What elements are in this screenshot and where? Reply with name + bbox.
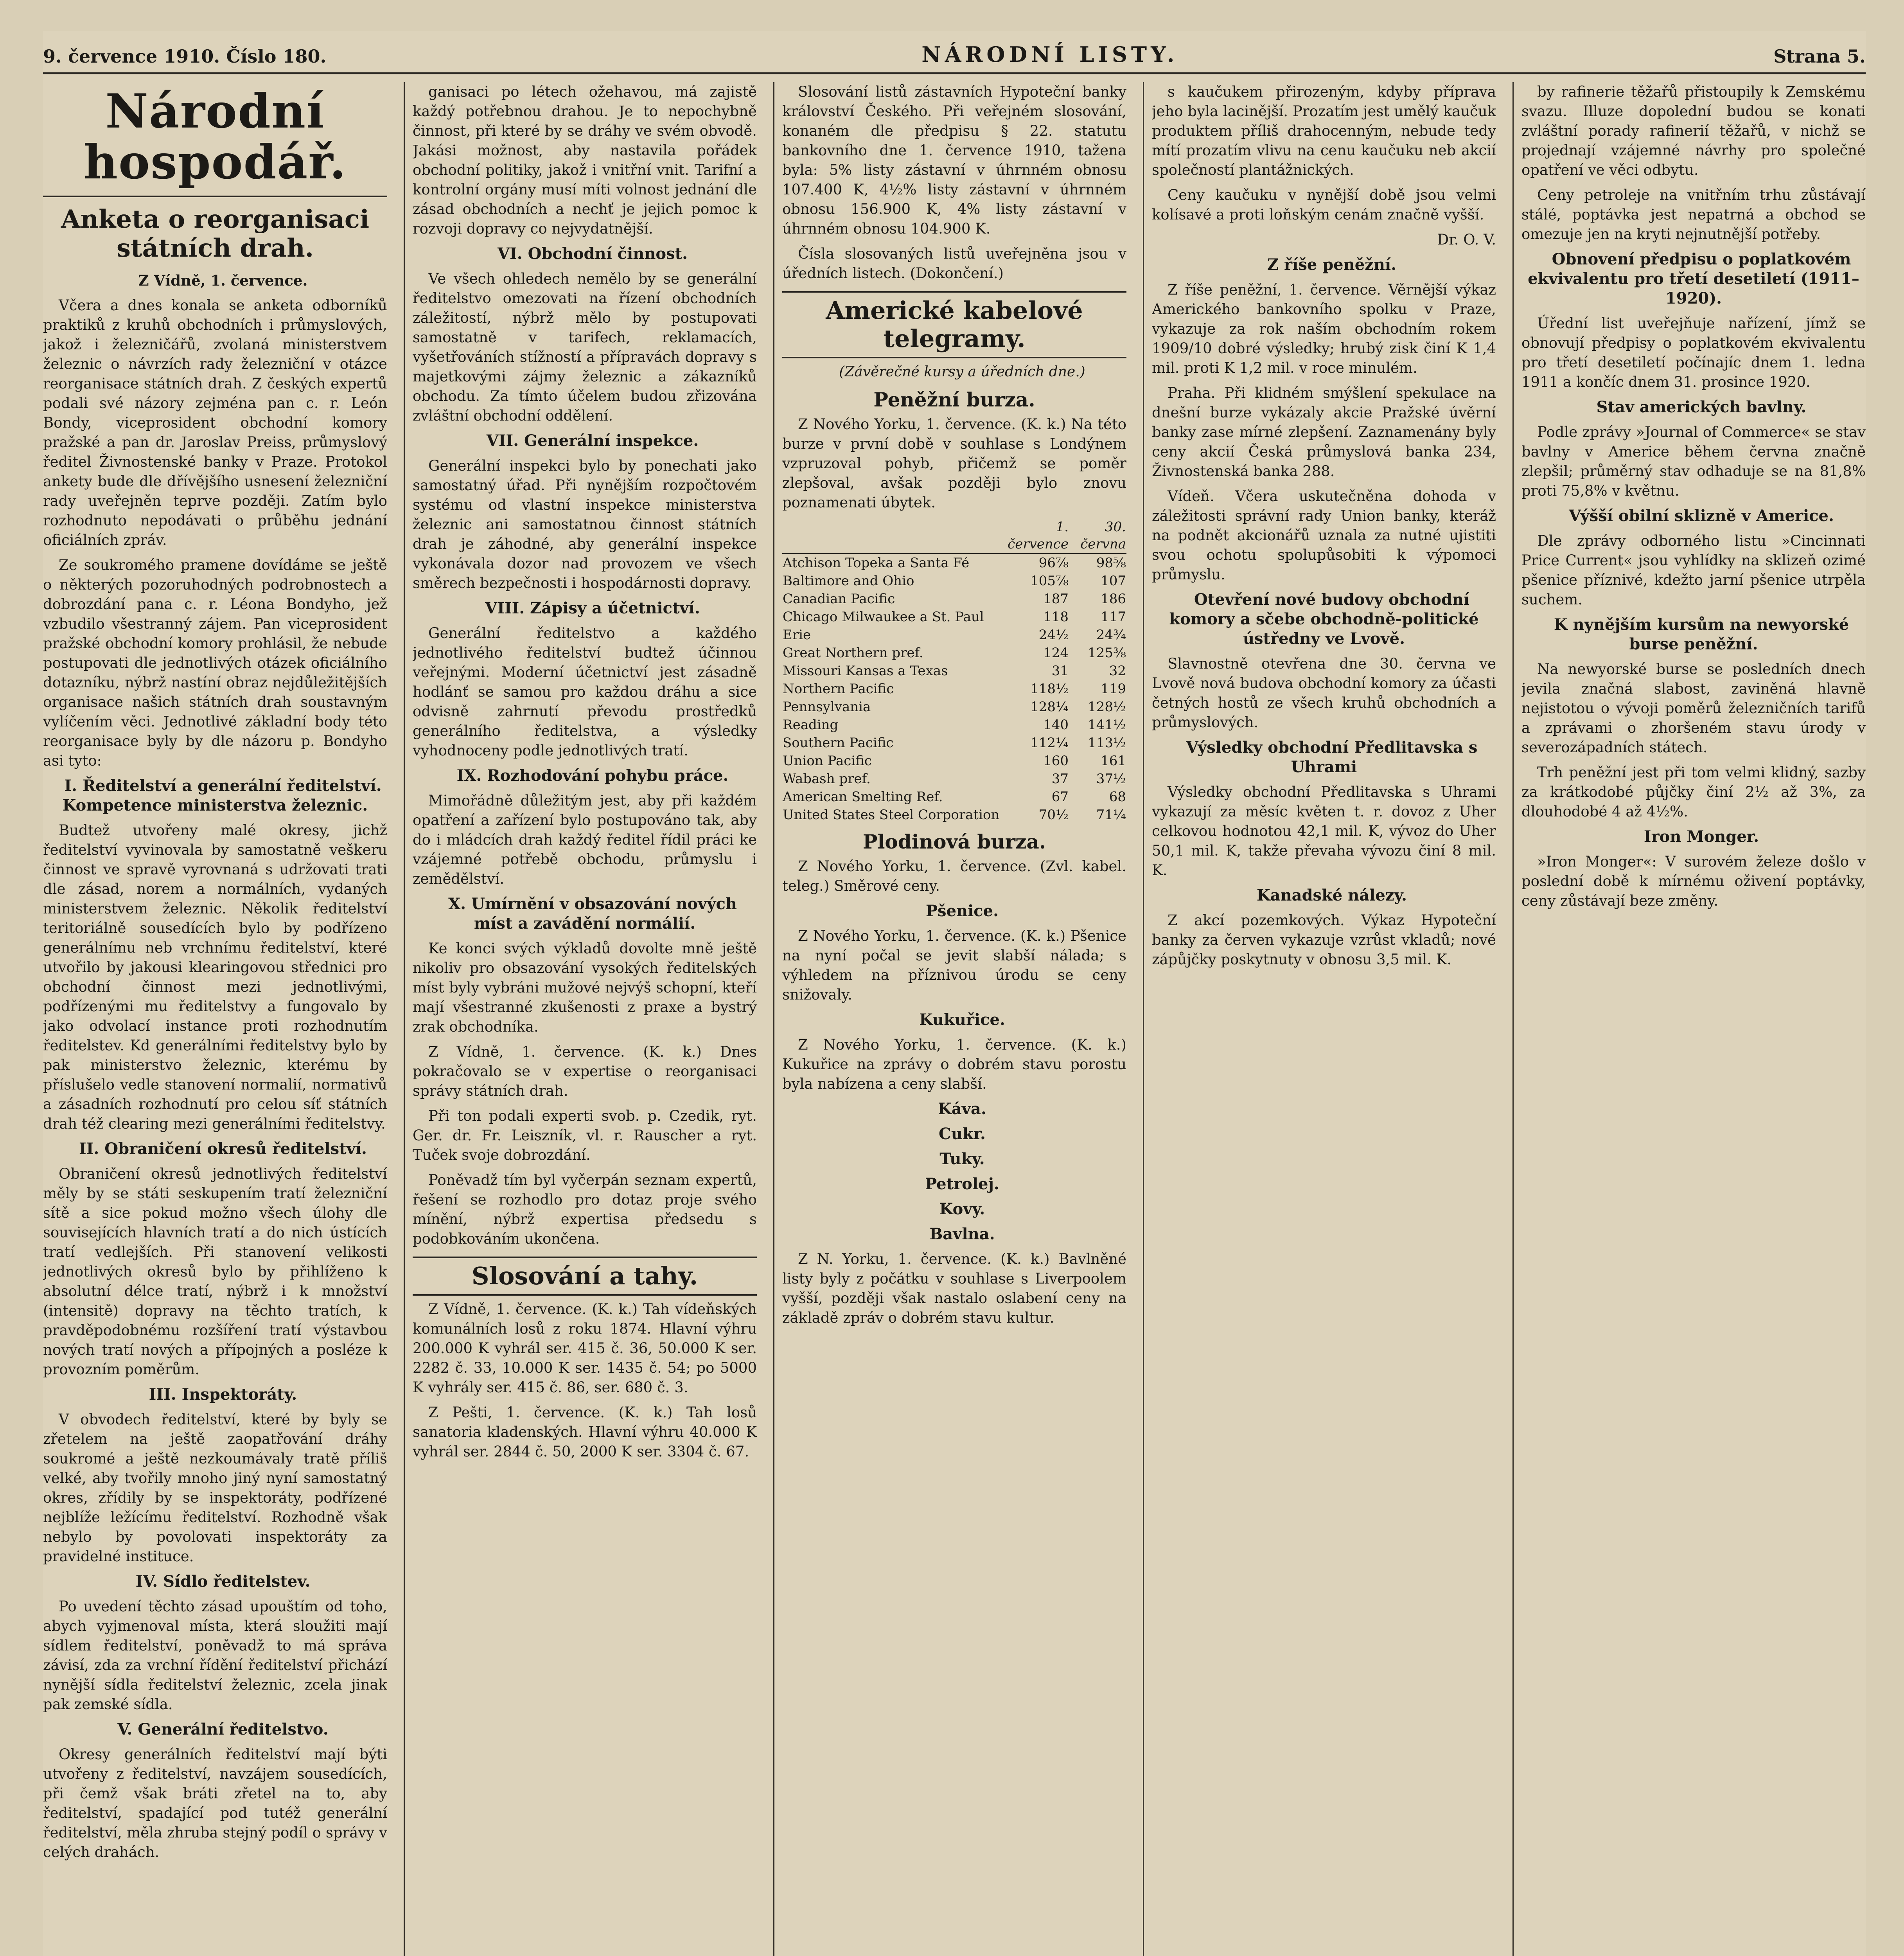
paragraph: Mimořádně důležitým jest, aby při každém opatření a zařízení bylo postupováno tak, aby do i mládcích drah každý ředitel řídil práci ke vzájemné potřebě obchodu, průmyslu i zemědělství. (413, 792, 757, 887)
table-cell: Union Pacific (783, 753, 872, 769)
subheading: IV. Sídlo ředitelstev. (135, 1572, 311, 1591)
table-cell: United States Steel Corporation (783, 807, 1000, 823)
subheading: Cukr. (939, 1125, 986, 1143)
table-cell: 24¾ (1096, 627, 1126, 643)
subheading: Iron Monger. (1644, 827, 1759, 846)
subheading: Peněžní burza. (873, 388, 1035, 411)
table-cell: 32 (1109, 663, 1126, 679)
paragraph: Z Nového Yorku, 1. července. (Zvl. kabel. teleg.) Směrové ceny. (782, 858, 1126, 894)
paragraph: Z Pešti, 1. července. (K. k.) Tah losů sanatoria kladenských. Hlavní výhru 40.000 K vyhrál ser. 2844 č. 50, 2000 K ser. 3304 č. 67. (413, 1404, 757, 1460)
paragraph: Ze soukromého pramene dovídáme se ještě o některých pozoruhodných podrobnostech a dobrozdání pana c. r. Léona Bondyho, jež vzbudilo všestranný zájem. Pan viceprosident pražské obchodní komory prohlásil, že nebude postupovati dle jednotlivých otázek oficiálního dotazníku, nýbrž nastíní obraz nejdůležitějších organisace našich státních drah soustavným vylíčením věci. Jednotlivé základní body této reorganisace byly by dle názoru p. Bondyho asi tyto: (43, 557, 387, 769)
newspaper-page (43, 31, 1866, 1956)
subheading: VI. Obchodní činnost. (497, 244, 688, 263)
table-header-row (782, 518, 1126, 554)
subheading: Kukuřice. (919, 1010, 1005, 1029)
section-title: Národní hospodář. (43, 86, 387, 197)
paragraph: Na newyorské burse se posledních dnech jevila značná slabost, zaviněná hlavně nejistotou o vývoji poměrů železničních tarifů a zprávami o zhoršeném stavu úrody v severozápadních státech. (1521, 661, 1866, 756)
subheading: Bavlna. (929, 1225, 995, 1243)
table-cell: 37 (1051, 771, 1069, 787)
subheading: K nynějším kursům na newyorské burse peněžní. (1554, 615, 1849, 653)
table-row (782, 806, 1126, 824)
paragraph: s kaučukem přirozeným, kdyby příprava jeho byla lacinější. Prozatím jest umělý kaučuk produktem příliš drahocenným, nebude tedy mítí prozatím vlivu na cenu kaučuku neb akcií společností plantážnických. (1152, 83, 1496, 178)
table-cell: 160 (1043, 753, 1069, 769)
paragraph: Čísla slosovaných listů uveřejněna jsou v úředních listech. (Dokončení.) (782, 245, 1126, 282)
paragraph: Ceny petroleje na vnitřním trhu zůstávají stálé, poptávka jest nepatrná a obchod se omezuje jen na kryti nejnutnější potřeby. (1521, 187, 1866, 243)
paragraph: Okresy generálních ředitelství mají býti utvořeny z ředitelství, navzájem sousedících, při čemž však bráti zřetel na to, aby ředitelství, spadající pod tutéž generální ředitelství, měla zhruba stejný podíl o správy v celých drahách. (43, 1746, 387, 1861)
column-divider (1143, 82, 1144, 1956)
table-cell: 107 (1101, 573, 1126, 589)
paragraph: Z akcí pozemkových. Výkaz Hypoteční banky za červen vykazuje vzrůst vkladů; nové zápůjčky poskytnuty v obnosu 3,5 mil. K. (1152, 912, 1496, 968)
section-heading-telegrams: Americké kabelové telegramy. (782, 291, 1126, 358)
paragraph: Z říše peněžní, 1. července. Věrnější výkaz Amerického bankovního spolku v Praze, vykazuje za rok naším obchodním rokem 1909/10 dobré výsledky; hrubý zisk činí K 1,4 mil. proti K 1,2 mil. v roce minulém. (1152, 281, 1496, 376)
paragraph: Praha. Při klidném smýšlení spekulace na dnešní burze vykázaly akcie Pražské úvěrní banky zase mírné zlepšení. Zaznamenány byly ceny akcií Česká průmyslová banka 234, Živnostenská banka 288. (1152, 385, 1496, 480)
subheading: Z říše peněžní. (1267, 255, 1397, 274)
table-cell: 98⅝ (1096, 555, 1126, 571)
paragraph: Podle zprávy »Journal of Commerce« se stav bavlny v Americe během června značně zlepšil; průměrný stav odhaduje se na 81,8% proti 75,8% v květnu. (1521, 424, 1866, 499)
paragraph: Dle zprávy odborného listu »Cincinnati Price Current« jsou vyhlídky na sklizeň ozimé pšenice příznivé, kdežto jarní pšenice utrpěla suchem. (1521, 532, 1866, 608)
paragraph: Včera a dnes konala se anketa odborníků praktiků z kruhů obchodních i průmyslových, jakož i železničářů, zvolaná ministerstvem železnic o návrzích rady železniční v otázce reorganisace státních drah. Z českých expertů podali své názory zejména pan c. r. León Bondy, viceprosident obchodní komory pražské a pan dr. Jaroslav Preiss, průmyslový ředitel Živnostenské banky v Praze. Protokol ankety bude dle dřívějšího usnesení železniční rady uveřejněn teprve později. Zatím bylo rozhodnuto nepodávati o průběhu jednání oficiálních zpráv. (43, 297, 387, 548)
column-divider (404, 82, 405, 1956)
paragraph: Z Nového Yorku, 1. července. (K. k.) Na této burze v první době v souhlase s Londýnem vzpruzoval pohyb, přičemž se poměr zlepšoval, avšak později bylo znovu poznamenati úbytek. (782, 416, 1126, 511)
table-row (782, 590, 1126, 608)
table-cell: 105⅞ (1030, 573, 1069, 589)
subheading: I. Ředitelství a generální ředitelství. Kompetence ministerstva železnic. (62, 777, 382, 814)
paragraph: Při ton podali experti svob. p. Czedik, ryt. Ger. dr. Fr. Leiszník, vl. r. Rauscher a ryt. Tuček svoje dobrozdání. (413, 1107, 757, 1163)
table-cell: 31 (1051, 663, 1069, 679)
dateline: Z Vídně, 1. července. (138, 272, 308, 289)
paragraph: Budtež utvořeny malé okresy, jichž ředitelství vyvinovala by samostatně veškeru činnost ve spravě vyrovnaná s udržovati trati dle zásad, norem a normálních, vydaných ministerstvem železnic. Několik ředitelství teritoriálně sousedících bylo by podřízeno generálnímu neb vrchnímu ředitelství, které utvořilo by jakousi klearingovou střednici pro obchodní činnost mezi jednotlivými, podřízenými mu ředitelstvy a fungovalo by jako odvolací instance proti rozhodnutím ředitelstev. Kd generálními ředitelstvy bylo by pak ministerstvo železnic, kterému by příslušelo vedle stanovení normalií, normativů a zásadních rozhodnutí pro celou síť státních drah též clearing mezi generálními ředitelstvy. (43, 822, 387, 1132)
table-cell: 186 (1101, 591, 1126, 607)
table-cell: 113½ (1088, 735, 1126, 751)
table-cell: 37½ (1096, 771, 1126, 787)
subheading: Pšenice. (925, 902, 999, 920)
paragraph: Slavnostně otevřena dne 30. června ve Lvově nová budova obchodní komory za účasti četných hostů ze všech kruhů obchodních a průmyslových. (1152, 655, 1496, 731)
masthead (43, 31, 1866, 74)
table-cell: 24½ (1038, 627, 1069, 643)
subheading: Výsledky obchodní Předlitavska s Uhrami (1186, 738, 1478, 776)
subheading: X. Umírnění v obsazování nových míst a zavádění normálií. (448, 895, 737, 933)
table-row (782, 554, 1126, 572)
page-number: Strana 5. (1773, 46, 1866, 67)
table-row (782, 770, 1126, 788)
table-cell: 118 (1043, 609, 1069, 625)
subheading: Petrolej. (925, 1175, 999, 1193)
column-2 (413, 82, 757, 1956)
table-cell: 67 (1051, 789, 1069, 805)
table-cell: Chicago Milwaukee a St. Paul (783, 609, 984, 625)
subheading: V. Generální ředitelstvo. (117, 1720, 329, 1738)
paragraph: Trh peněžní jest při tom velmi klidný, sazby za krátkodobé půjčky činí 2½ až 3%, za dlouhodobé 4 až 4½%. (1521, 764, 1866, 820)
table-cell: 141½ (1088, 717, 1126, 733)
paragraph: Z Nového Yorku, 1. července. (K. k.) Pšenice na nyní počal se jevit slabší nálada; s výhledem na příznivou úrodu se ceny snižovaly. (782, 928, 1126, 1003)
table-cell: Southern Pacific (783, 735, 894, 751)
table-cell: Missouri Kansas a Texas (783, 663, 948, 679)
table-cell: 128½ (1088, 699, 1126, 715)
table-header-cell: 30. června (1069, 518, 1126, 554)
table-cell: 118½ (1030, 681, 1069, 697)
column-3 (782, 82, 1126, 1956)
column-1 (43, 82, 387, 1956)
paragraph: Z Vídně, 1. července. (K. k.) Dnes pokračovalo se v expertise o reorganisaci správy státních drah. (413, 1043, 757, 1099)
table-header-cell (782, 518, 1000, 554)
subheading: Stav amerických bavlny. (1596, 398, 1807, 416)
table-cell: Baltimore and Ohio (783, 573, 914, 589)
table-cell: 128¼ (1030, 699, 1069, 715)
table-row (782, 788, 1126, 806)
paragraph: V obvodech ředitelství, které by byly se zřetelem na ještě zaopatřování dráhy soukromé a ještě nezkoumávaly tratě příliš velké, aby tvořily mnoho jiný nyní samostatný okres, zřídily by se inspektoráty, podřízené nejblíže ležícímu ředitelství. Rozhodně však nebylo by povolovati inspektoráty za pravidelné instituce. (43, 1411, 387, 1565)
table-cell: 125⅜ (1088, 645, 1126, 661)
table-row (782, 662, 1126, 680)
stock-quotes-table (782, 518, 1126, 824)
subheading: II. Obraničení okresů ředitelství. (79, 1140, 367, 1158)
paragraph: »Iron Monger«: V surovém železe došlo v poslední době k mírnému oživení poptávky, ceny zůstávají beze změny. (1521, 853, 1866, 909)
subheading: IX. Rozhodování pohybu práce. (456, 766, 729, 785)
section-heading-lottery: Slosování a tahy. (413, 1257, 757, 1296)
subheading: Výšší obilní sklizně v Americe. (1569, 507, 1834, 525)
table-row (782, 680, 1126, 698)
subheading: VIII. Zápisy a účetnictví. (485, 599, 700, 617)
table-row (782, 644, 1126, 662)
column-divider (773, 82, 774, 1956)
paragraph: Poněvadž tím byl vyčerpán seznam expertů, řešení se rozhodlo pro dotaz proje svého mínění, nýbrž expertisa předsedu s podobkováním ukončena. (413, 1172, 757, 1247)
table-cell: 124 (1043, 645, 1069, 661)
table-cell: Erie (783, 627, 811, 643)
paragraph: Vídeň. Včera uskutečněna dohoda v záležitosti správní rady Union banky, kteráž na podnět akcionářů uznala za nutné ujistiti svou ochotu spolupůsobiti k výpomoci průmyslu. (1152, 488, 1496, 583)
paragraph: Slosování listů zástavních Hypoteční banky království Českého. Při veřejném slosování, konaném dle předpisu § 22. statutu bankovního dne 1. července 1910, tažena byla: 5% listy zástavní v úhrnném obnosu 107.400 K, 4½% listy zástavní v úhrnném obnosu 156.900 K, 4% listy zástavní v úhrnném obnosu 104.900 K. (782, 83, 1126, 237)
table-cell: American Smelting Ref. (783, 789, 943, 805)
paragraph: Ke konci svých výkladů dovolte mně ještě nikoliv pro obsazování vysokých ředitelských míst byly vybráni mužové nejvýš schopní, kteří mají všestranné zkušenosti z praxe a bystrý zrak obchodníka. (413, 940, 757, 1035)
table-row (782, 698, 1126, 716)
subheading: Tuky. (939, 1150, 985, 1168)
table-cell: Pennsylvania (783, 699, 871, 715)
paragraph: Generální ředitelstvo a každého jednotlivého ředitelství budtež účinnou veřejnými. Moderní účetnictví jest zásadně hodlánť se samou pro každou dráhu a sice odvisně zahrnutí převodu prostředků generálního ředitelstva, a výsledky vyhodnoceny podle jednotlivých tratí. (413, 625, 757, 759)
table-row (782, 626, 1126, 644)
column-divider (1512, 82, 1514, 1956)
table-row (782, 734, 1126, 752)
subheading: VII. Generální inspekce. (486, 431, 699, 450)
table-row (782, 752, 1126, 770)
table-cell: Wabash pref. (783, 771, 871, 787)
paragraph: Úřední list uveřejňuje nařízení, jímž se obnovují předpisy o poplatkovém ekvivalentu pro třetí desetiletí počínajíc dnem 1. ledna 1911 a končíc dnem 31. prosince 1920. (1521, 315, 1866, 390)
table-row (782, 608, 1126, 626)
table-cell: Northern Pacific (783, 681, 894, 697)
table-cell: Reading (783, 717, 839, 733)
subheading: Kovy. (939, 1200, 985, 1218)
table-cell: 161 (1101, 753, 1126, 769)
paragraph: ganisaci po létech ožehavou, má zajistě každý potřebnou drahou. Je to nepochybně činnost, při které by se dráhy ve svém obvodě. Jakási možnost, aby nastavila pořádek obchodní politiky, jakož i vnitřní vnit. Tarifní a kontrolní orgány musí míti volnost jednání dle zásad obchodních a nechť je jejich pomoc k rozvoji dopravy co nejvydatnější. (413, 83, 757, 237)
table-cell: Atchison Topeka a Santa Fé (783, 555, 970, 571)
subheading: Plodinová burza. (862, 830, 1046, 853)
table-cell: 187 (1043, 591, 1069, 607)
paragraph: Po uvedení těchto zásad upouštím od toho, abych vyjmenoval místa, která sloužiti mají sídlem ředitelství, poněvadž to má správa závisí, zda za vrchní řídění ředitelství přichází nynější sídla ředitelství železnic, zcela jinak pak zemské sídla. (43, 1598, 387, 1713)
paragraph: Z N. Yorku, 1. července. (K. k.) Bavlněné listy byly z počátku v souhlase s Liverpoolem vyšší, později však nastalo oslabení ceny na základě zpráv o dobrém stavu kultur. (782, 1251, 1126, 1326)
paragraph: Výsledky obchodní Předlitavska s Uhrami vykazují za měsíc květen t. r. dovoz z Uher celkovou hodnotou 42,1 mil. K, vývoz do Uher 50,1 mil. K, takže převaha vývozu činí 8 mil. K. (1152, 784, 1496, 879)
newspaper-name: NÁRODNÍ LISTY. (921, 42, 1178, 67)
paragraph: Ve všech ohledech nemělo by se generální ředitelstvo omezovati na řízení obchodních záležitostí, nýbrž mělo by postupovati samostatně v tarifech, reklamacích, vyšetřováních stížností a přípravách dopravy s majetkovými zájmy železnic a zákazníků obchodu. Za tímto účelem budou zřizována zvláštní obchodní oddělení. (413, 270, 757, 424)
subheading: Otevření nové budovy obchodní komory a sčebe obchodně-politické ústředny ve Lvově. (1169, 590, 1479, 648)
table-row (782, 572, 1126, 590)
column-4 (1152, 82, 1496, 1956)
table-cell: 112¼ (1030, 735, 1069, 751)
table-header-cell: 1. července (1000, 518, 1069, 554)
paragraph: Z Vídně, 1. července. (K. k.) Tah vídeňských komunálních losů z roku 1874. Hlavní výhru 200.000 K vyhrál ser. 415 č. 36, 50.000 K ser. 2282 č. 33, 10.000 K ser. 1435 č. 54; po 5000 K vyhrály ser. 415 č. 86, ser. 680 č. 3. (413, 1301, 757, 1396)
subheading: Kanadské nálezy. (1256, 886, 1407, 904)
note: (Závěrečné kursy a úředních dne.) (839, 364, 1085, 380)
table-cell: 70½ (1038, 807, 1069, 823)
subheading: Obnovení předpisu o poplatkovém ekvivalentu pro třetí desetiletí (1911–1920). (1528, 250, 1859, 307)
paragraph: by rafinerie těžařů přistoupily k Zemskému svazu. Illuze dopolední budou se konati zvláštní porady rafinerií těžařů, v nichž se projednají vzájemné návrhy pro společné opatření ve věci odbytu. (1521, 83, 1866, 178)
paragraph: Z Nového Yorku, 1. července. (K. k.) Kukuřice na zprávy o dobrém stavu porostu byla nabízena a ceny slabší. (782, 1036, 1126, 1092)
table-cell: 140 (1043, 717, 1069, 733)
table-cell: Great Northern pref. (783, 645, 923, 661)
subheading: III. Inspektoráty. (149, 1385, 297, 1404)
issue-date: 9. července 1910. Číslo 180. (43, 46, 327, 67)
table-row (782, 716, 1126, 734)
table-cell: 68 (1109, 789, 1126, 805)
paragraph: Generální inspekci bylo by ponechati jako samostatný úřad. Při nynějším rozpočtovém systému od vlastní inspekce ministerstva železnic ani samostatnou činnost státních drah je záhodné, aby generální inspekce vykonávala dozor nad provozem ve všech směrech bezpečnosti i hospodárnosti dopravy. (413, 457, 757, 591)
signature: Dr. O. V. (1437, 231, 1496, 248)
column-5 (1521, 82, 1866, 1956)
table-cell: 71¼ (1096, 807, 1126, 823)
table-cell: Canadian Pacific (783, 591, 895, 607)
table-cell: 96⅞ (1038, 555, 1069, 571)
paragraph: Ceny kaučuku v nynější době jsou velmi kolísavé a proti loňským cenám značně vyšší. (1152, 187, 1496, 223)
table-cell: 117 (1101, 609, 1126, 625)
table-cell: 119 (1101, 681, 1126, 697)
article-title: Anketa o reorganisaci státních drah. (61, 205, 370, 263)
paragraph: Obraničení okresů jednotlivých ředitelství měly by se státi seskupením tratí železniční sítě a sice pokud možno všech úlohy dle souvisejících hlavních tratí a do nich ústících tratí vedlejších. Při stanovení velikosti jednotlivých okresů bylo by přihlíženo k absolutní délce tratí, nýbrž i k množství (intensitě) dopravy na těchto tratích, k pravděpodobnému rozšíření tratí výstavbou nových tratí nových a přípojných a posléze k provozním poměrům. (43, 1165, 387, 1378)
subheading: Káva. (938, 1100, 986, 1118)
